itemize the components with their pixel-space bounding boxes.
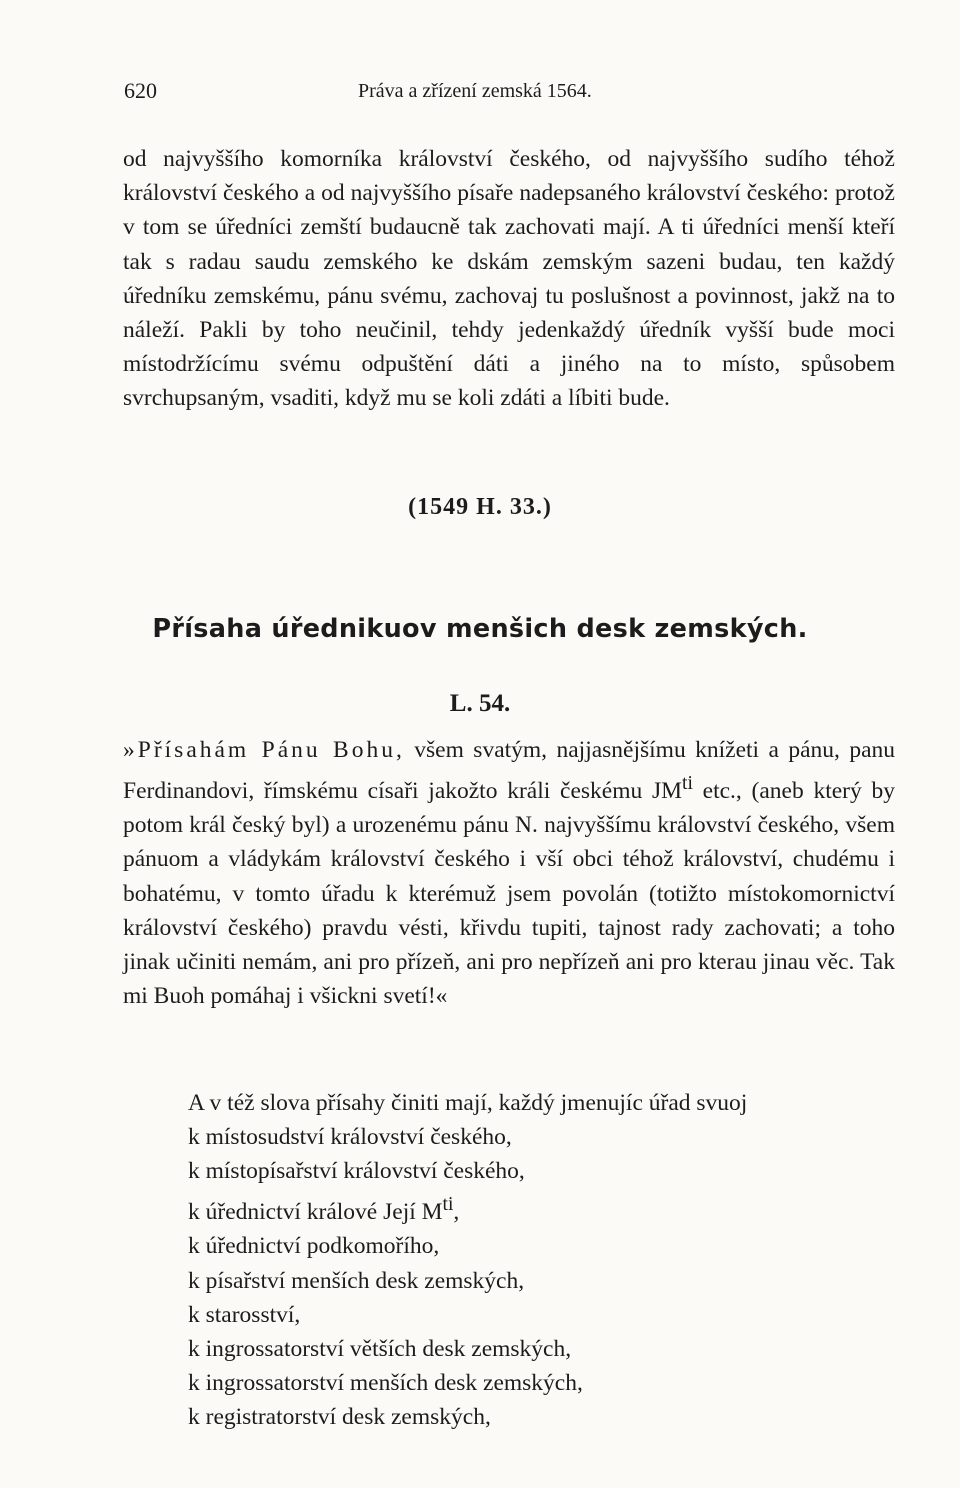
oath-text-1: všem svatým, najjasnějšímu knížeti a pánu, panu Ferdinandovi, římskému císaři jakožto králi českému JM (123, 737, 895, 805)
office-list-item (188, 1332, 583, 1366)
oath-paragraph (123, 733, 895, 1013)
office-list-item-text: k místopísařství království českého, (188, 1158, 525, 1185)
citation: (1549 H. 33.) (408, 494, 552, 520)
office-list-item-text: k ingrossatorství větších desk zemských, (188, 1336, 572, 1363)
body-paragraph: od najvyššího komorníka království českého, od najvyššího sudího téhož království českého a od najvyššího písaře nadepsaného království českého: protož v tom se úředníci zemští budaucně tak zachovati mají. A ti úředníci menší kteří tak s radau saudu zemského ke dskám zemským sazeni budau, ten každý úředníku zemskému, pánu svému, zachovaj tu poslušnost a povinnost, jakž na to náleží. Pakli by toho neučinil, tehdy jedenkaždý úředník vyšší bude moci místodržícímu svému odpuštění dáti a jiného na to místo, spůsobem svrchupsaným, vsaditi, když mu se koli zdáti a líbiti bude. (123, 146, 895, 412)
oath-superscript: ti (682, 773, 693, 795)
list-intro: A v též slova přísahy činiti mají, každý jmenujíc úřad svuoj (188, 1090, 748, 1116)
office-list-item-text: k registratorství desk zemských, (188, 1404, 491, 1431)
office-list-item (188, 1120, 583, 1154)
office-list-item-text: k starosství, (188, 1301, 301, 1328)
office-list-item-text: k místosudství království českého, (188, 1124, 512, 1150)
office-list-item-text: k písařství menších desk zemských, (188, 1267, 525, 1294)
article-number: L. 54. (449, 690, 511, 717)
office-list-item-text: k ingrossatorství menších desk zemských, (188, 1370, 583, 1397)
office-list-item (188, 1188, 583, 1229)
running-head: Práva a zřízení zemská 1564. (358, 80, 592, 102)
office-list-item-suffix: , (453, 1199, 460, 1226)
office-list-item (188, 1400, 583, 1434)
section-title: Přísaha úřednikuov menšich desk zemských. (152, 614, 808, 644)
office-list-item-text: k úřednictví králové Její M (188, 1199, 443, 1226)
office-list-item (188, 1229, 583, 1263)
office-list-item (188, 1154, 583, 1188)
oath-opening: »Přísahám Pánu Bohu, (123, 737, 405, 763)
office-list-item (188, 1366, 583, 1400)
office-list-item-superscript: ti (442, 1194, 454, 1216)
page-number: 620 (124, 78, 157, 103)
office-list-item (188, 1298, 583, 1332)
office-list-item (188, 1264, 583, 1298)
office-list-item-text: k úřednictví podkomořího, (188, 1233, 440, 1260)
oath-text-2: etc., (aneb který by potom král český byl) a urozenému pánu N. najvyššímu království českého, všem pánuom a vládykám království českého i vší obci téhož království, chudému i bohatému, v tomto úřadu k kterémuž jsem povolán (totižto místokomornictví království českého) pravdu vésti, křivdu tupiti, tajnost rady zachovati; a toho jinak učiniti nemám, ani pro přízeň, ani pro nepřízeň ani pro kterau jinau věc. Tak mi Buoh pomáhaj i všickni svetí!« (123, 778, 895, 1010)
office-list (188, 1120, 583, 1435)
